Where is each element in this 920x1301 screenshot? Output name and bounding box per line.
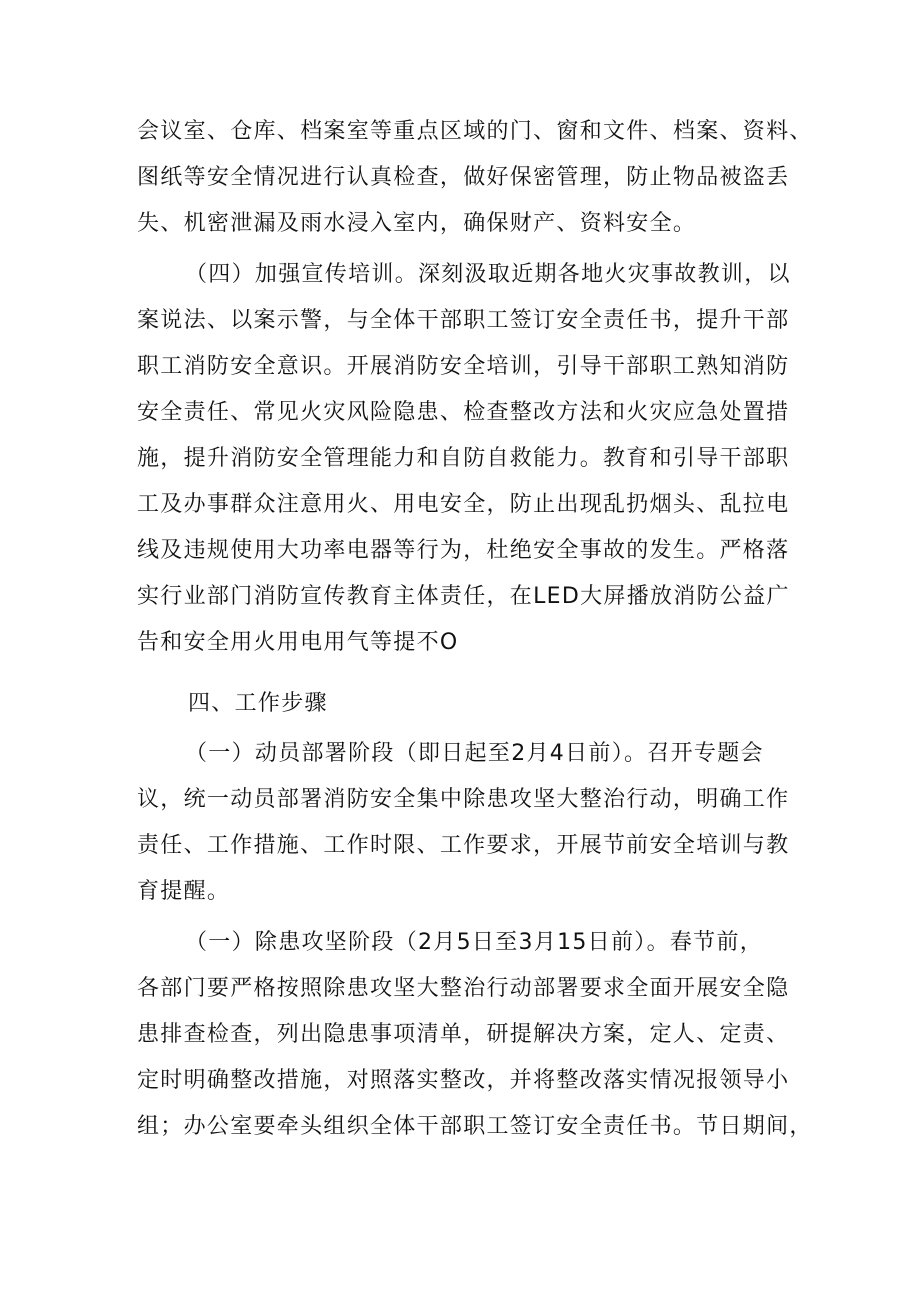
- text-line: 患排查检查，列出隐患事项清单，研提解决方案，定人、定责、: [137, 1022, 790, 1047]
- text-line: 责任、工作措施、工作时限、工作要求，开展节前安全培训与教: [137, 833, 790, 858]
- text-line: 线及违规使用大功率电器等行为，杜绝安全事故的发生。严格落: [137, 538, 790, 563]
- text-line: 案说法、以案示警，与全体干部职工签订安全责任书，提升干部: [137, 308, 790, 333]
- text-line: 实行业部门消防宣传教育主体责任，在LED大屏播放消防公益广: [137, 584, 790, 609]
- text-line: 职工消防安全意识。开展消防安全培训，引导干部职工熟知消防: [137, 354, 790, 379]
- text-line: 议，统一动员部署消防安全集中除患攻坚大整治行动，明确工作: [137, 787, 790, 812]
- text-line: 失、机密泄漏及雨水浸入室内，确保财产、资料安全。: [137, 211, 697, 236]
- text-line: 会议室、仓库、档案室等重点区域的门、窗和文件、档案、资料、: [137, 119, 813, 144]
- text-line: 施，提升消防安全管理能力和自防自救能力。教育和引导干部职: [137, 446, 790, 471]
- paragraph-start-line: （一）除患攻坚阶段（2月5日至3月15日前）。春节前，: [185, 930, 764, 955]
- section-heading: 四、工作步骤: [188, 691, 328, 716]
- text-line: 育提醒。: [137, 879, 231, 904]
- text-line: 定时明确整改措施，对照落实整改，并将整改落实情况报领导小: [137, 1068, 790, 1093]
- text-line: 图纸等安全情况进行认真检查，做好保密管理，防止物品被盗丢: [137, 165, 790, 190]
- text-line: 工及办事群众注意用火、用电安全，防止出现乱扔烟头、乱拉电: [137, 492, 790, 517]
- text-line: 组；办公室要牵头组织全体干部职工签订安全责任书。节日期间，: [137, 1114, 813, 1139]
- text-line: 安全责任、常见火灾风险隐患、检查整改方法和火灾应急处置措: [137, 400, 790, 425]
- text-line: 告和安全用火用电用气等提不O: [137, 630, 459, 655]
- paragraph-start-line: （四）加强宣传培训。深刻汲取近期各地火灾事故教训，以: [185, 262, 791, 287]
- text-line: 各部门要严格按照除患攻坚大整治行动部署要求全面开展安全隐: [137, 976, 790, 1001]
- paragraph-start-line: （一）动员部署阶段（即日起至2月4日前）。召开专题会: [185, 741, 764, 766]
